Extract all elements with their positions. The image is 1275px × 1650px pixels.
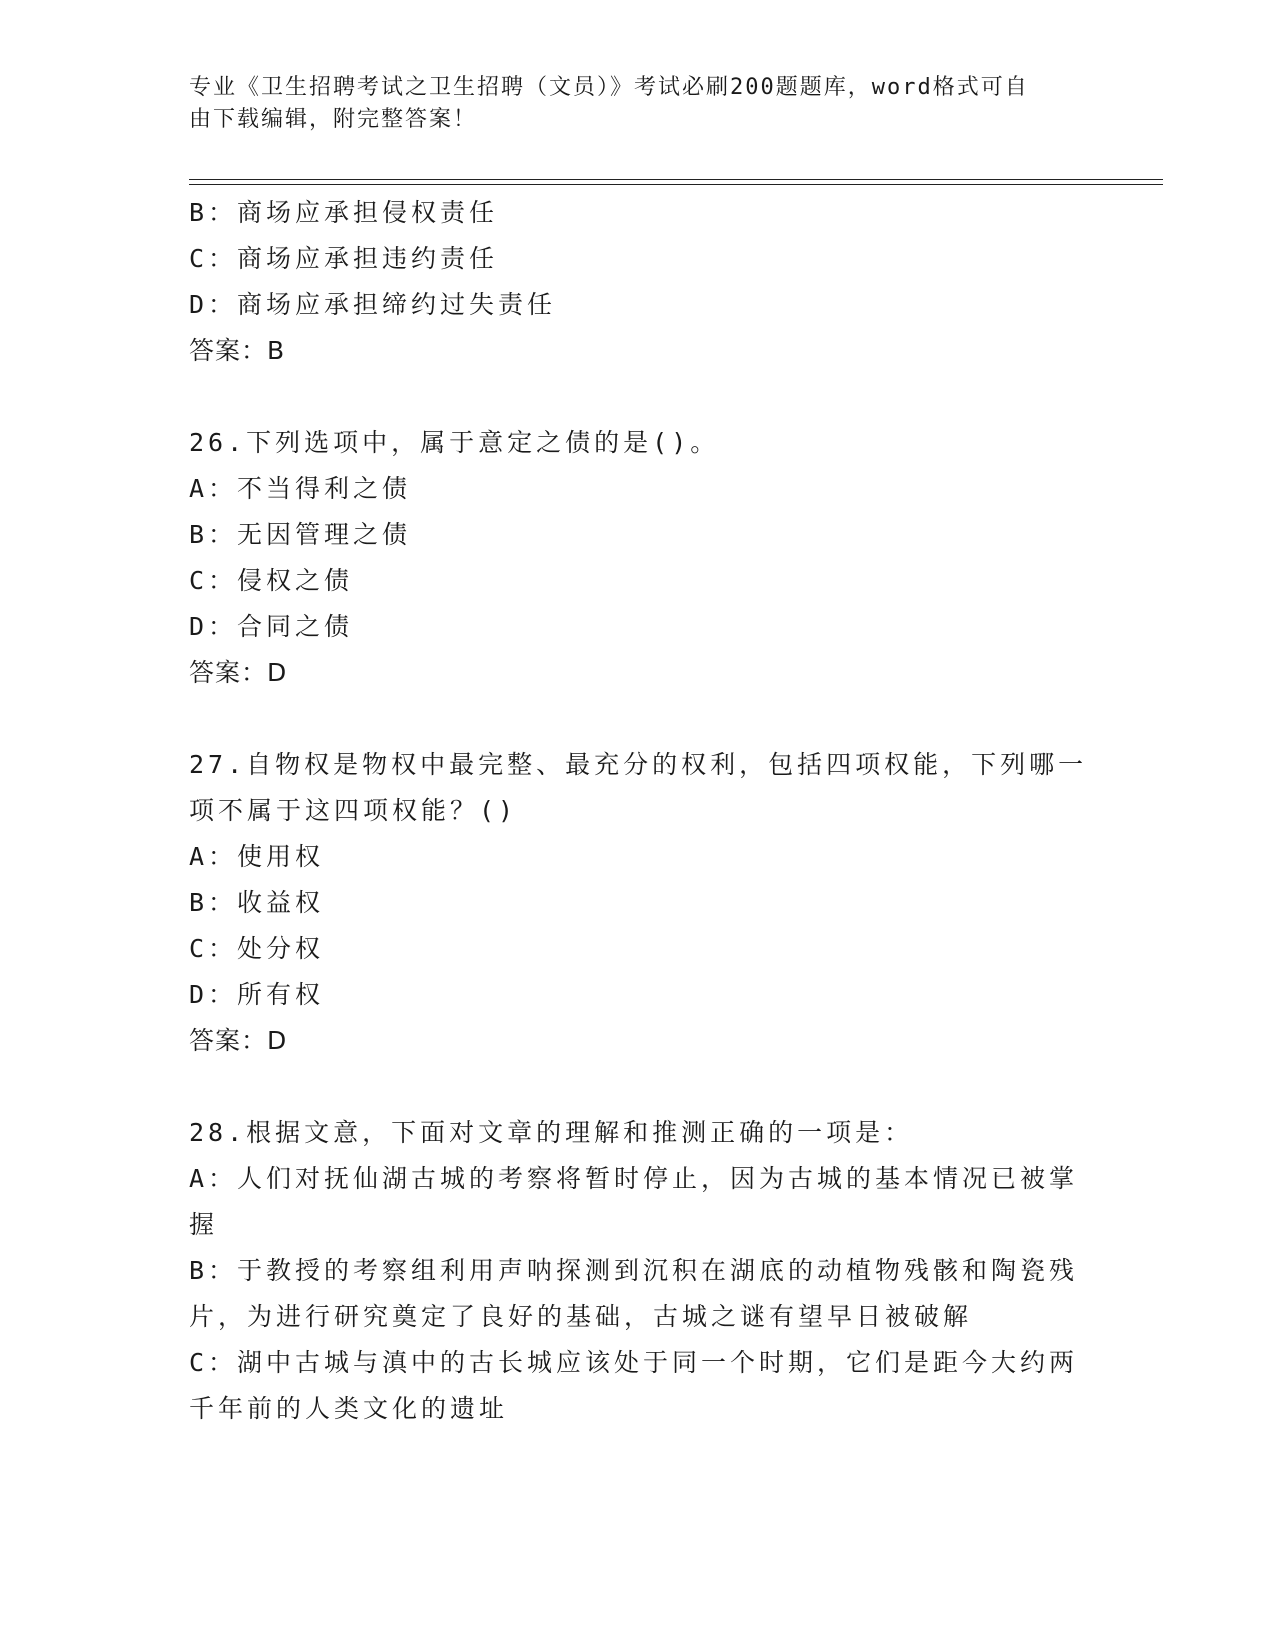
q27-answer: 答案：D xyxy=(189,1026,288,1055)
q26-option-a: A：不当得利之债 xyxy=(189,474,412,503)
q27-option-b: B：收益权 xyxy=(189,888,325,917)
q27-option-c: C：处分权 xyxy=(189,934,325,963)
q26-option-d: D：合同之债 xyxy=(189,612,354,641)
header-line-2: 由下载编辑，附完整答案！ xyxy=(189,107,478,132)
q27-question-line-1: 27.自物权是物权中最完整、最充分的权利，包括四项权能，下列哪一 xyxy=(189,750,1088,779)
spacer xyxy=(189,374,1089,420)
question-27 xyxy=(189,742,1089,1064)
q26-option-b: B：无因管理之债 xyxy=(189,520,412,549)
spacer xyxy=(189,1064,1089,1110)
q27-option-d: D：所有权 xyxy=(189,980,325,1009)
q28-question: 28.根据文意，下面对文章的理解和推测正确的一项是： xyxy=(189,1118,914,1147)
q26-answer: 答案：D xyxy=(189,658,288,687)
q25-option-d: D：商场应承担缔约过失责任 xyxy=(189,290,557,319)
q27-option-a: A：使用权 xyxy=(189,842,325,871)
q25-option-c: C：商场应承担违约责任 xyxy=(189,244,499,273)
question-list xyxy=(189,190,1089,1432)
header-divider xyxy=(189,179,1163,185)
header-line-1: 专业《卫生招聘考试之卫生招聘（文员）》考试必刷200题题库，word格式可自 xyxy=(189,75,1029,100)
q26-question: 26.下列选项中，属于意定之债的是()。 xyxy=(189,428,720,457)
q26-option-c: C：侵权之债 xyxy=(189,566,354,595)
q28-option-a-line-2: 握 xyxy=(189,1210,219,1239)
q27-question-line-2: 项不属于这四项权能？() xyxy=(189,796,518,825)
question-26 xyxy=(189,420,1089,696)
q28-option-c-line-2: 千年前的人类文化的遗址 xyxy=(189,1394,509,1423)
q28-option-b-line-2: 片，为进行研究奠定了良好的基础，古城之谜有望早日被破解 xyxy=(189,1302,973,1331)
q25-answer: 答案：B xyxy=(189,336,286,365)
q28-option-b-line-1: B：于教授的考察组利用声呐探测到沉积在湖底的动植物残骸和陶瓷残 xyxy=(189,1256,1079,1285)
document-header xyxy=(189,72,1089,136)
spacer xyxy=(189,696,1089,742)
q25-option-b: B：商场应承担侵权责任 xyxy=(189,198,499,227)
question-25 xyxy=(189,190,1089,374)
q28-option-c-line-1: C：湖中古城与滇中的古长城应该处于同一个时期，它们是距今大约两 xyxy=(189,1348,1079,1377)
question-28 xyxy=(189,1110,1089,1432)
q28-option-a-line-1: A：人们对抚仙湖古城的考察将暂时停止，因为古城的基本情况已被掌 xyxy=(189,1164,1079,1193)
